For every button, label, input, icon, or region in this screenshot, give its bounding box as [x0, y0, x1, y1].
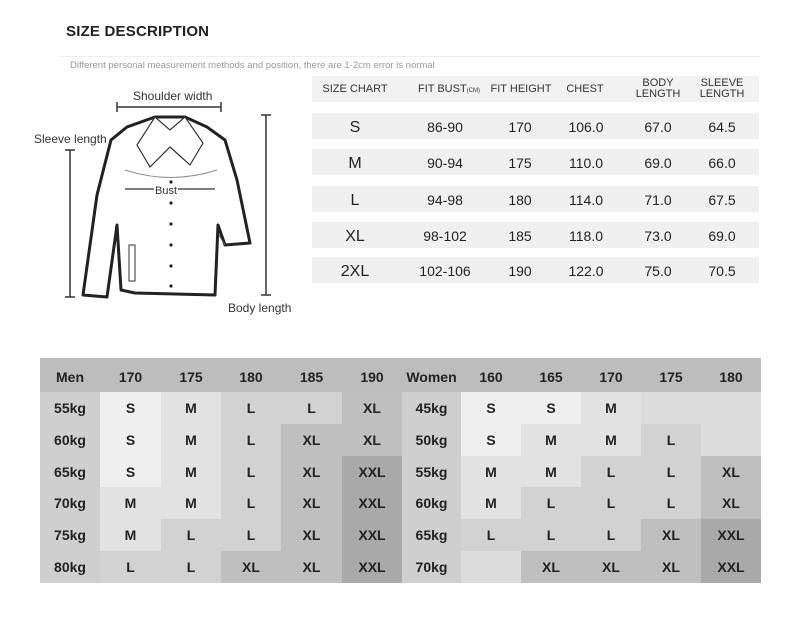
size-recommendation-cell: XL [302, 463, 321, 480]
header-body-length [630, 78, 686, 100]
size-recommendation-cell: M [605, 400, 617, 416]
size-cell-height: 190 [508, 263, 532, 279]
size-recommendation-cell: XXL [358, 463, 386, 480]
size-cell-height: 170 [508, 119, 532, 135]
size-recommendation-cell: L [666, 431, 676, 448]
size-chart-header [312, 76, 759, 102]
header-sleeve-length-2: LENGTH [699, 88, 745, 100]
size-recommendation-cell: L [126, 559, 135, 575]
size-recommendation-cell: L [246, 463, 256, 480]
size-recommendation-cell: XXL [717, 559, 745, 575]
size-recommendation-cell: XL [722, 463, 740, 480]
weight-label-cell: 60kg [415, 495, 448, 512]
size-recommendation-cell: M [545, 431, 557, 448]
size-recommendation-cell: XL [662, 559, 680, 575]
size-cell-body: 69.0 [644, 155, 672, 171]
jacket-illustration [25, 85, 315, 325]
size-cell-size: M [348, 155, 362, 172]
size-recommendation-cell: L [186, 559, 196, 575]
size-recommendation-cell: L [246, 495, 256, 512]
size-cell-sleeve: 70.5 [708, 263, 736, 279]
size-cell-bust: 94-98 [427, 192, 463, 208]
weight-table-header-cell: 185 [299, 369, 324, 385]
size-recommendation-cell: XL [302, 495, 321, 512]
size-cell-chest: 114.0 [569, 192, 603, 208]
size-cell-sleeve: 67.5 [708, 192, 736, 208]
size-recommendation-cell: S [546, 400, 556, 416]
header-chest: CHEST [566, 83, 604, 95]
size-recommendation-cell: M [485, 495, 497, 512]
size-recommendation-cell: L [246, 431, 256, 448]
size-row [312, 257, 759, 283]
size-cell-bust: 86-90 [427, 119, 463, 135]
size-recommendation-cell: XXL [358, 559, 386, 575]
size-recommendation-cell: L [486, 527, 496, 544]
size-row [312, 222, 759, 248]
weight-table-header-cell: 180 [719, 369, 743, 385]
weight-table-header-cell: 165 [539, 369, 563, 385]
weight-height-table [40, 358, 761, 583]
size-recommendation-cell: S [486, 431, 496, 448]
size-recommendation-cell: L [546, 495, 556, 512]
size-recommendation-cell: M [545, 463, 557, 480]
header-size-chart: SIZE CHART [322, 83, 388, 95]
weight-label-cell: 65kg [415, 527, 448, 544]
size-recommendation-cell: XL [662, 527, 680, 544]
size-recommendation-cell: L [606, 463, 616, 480]
size-recommendation-cell: L [546, 527, 556, 544]
size-cell-body: 75.0 [644, 263, 672, 279]
size-recommendation-cell: M [124, 527, 137, 544]
size-recommendation-cell: XL [242, 559, 260, 575]
size-recommendation-cell: L [246, 400, 256, 416]
sleeve-length-label: Sleeve length [34, 132, 107, 146]
weight-table-cell-bg [701, 392, 761, 424]
size-cell-body: 67.0 [644, 119, 672, 135]
weight-table-header-cell: 170 [118, 369, 143, 385]
size-cell-sleeve: 64.5 [708, 119, 736, 135]
size-cell-size: 2XL [340, 263, 370, 280]
header-body-length-1: BODY [642, 77, 674, 89]
size-recommendation-cell: S [486, 400, 496, 416]
size-cell-chest: 106.0 [568, 119, 604, 135]
size-recommendation-cell: S [125, 400, 136, 416]
page-subtitle: Different personal measurement methods and position, there are 1-2cm error is normal [70, 60, 435, 71]
size-cell-size: L [350, 192, 360, 209]
weight-label-cell: 80kg [54, 559, 86, 575]
size-recommendation-cell: XL [302, 527, 321, 544]
weight-label-cell: 60kg [54, 431, 86, 448]
size-recommendation-cell: XXL [358, 527, 386, 544]
body-length-label: Body length [228, 301, 292, 315]
header-body-length-2: LENGTH [635, 88, 681, 100]
size-recommendation-cell: L [606, 495, 616, 512]
size-cell-body: 73.0 [644, 228, 672, 244]
page-title: SIZE DESCRIPTION [66, 23, 210, 40]
size-recommendation-cell: XL [363, 431, 381, 448]
size-recommendation-cell: XL [722, 495, 740, 512]
weight-label-cell: 55kg [54, 400, 86, 416]
size-recommendation-cell: L [606, 527, 616, 544]
header-fit-bust-unit: (CM) [466, 88, 481, 94]
weight-table-header-cell: 170 [599, 369, 623, 385]
size-row [312, 113, 759, 139]
size-recommendation-cell: S [125, 431, 136, 448]
size-cell-height: 175 [508, 155, 532, 171]
bust-label: Bust [155, 185, 178, 197]
weight-table-header-cell: 180 [239, 369, 263, 385]
size-recommendation-cell: XL [302, 431, 321, 448]
size-cell-bust: 98-102 [423, 228, 467, 244]
weight-table-header-cell: 175 [179, 369, 203, 385]
jacket-diagram [25, 85, 315, 325]
weight-label-cell: 65kg [54, 463, 86, 480]
size-recommendation-cell: M [185, 431, 197, 448]
header-fit-bust-label: FIT BUST [417, 83, 467, 95]
size-cell-size: XL [345, 228, 365, 245]
shoulder-width-label: Shoulder width [133, 89, 213, 103]
size-recommendation-cell: L [666, 495, 676, 512]
size-recommendation-cell: L [307, 400, 316, 416]
size-recommendation-cell: XL [602, 559, 620, 575]
size-cell-size: S [349, 119, 361, 136]
divider [60, 56, 760, 57]
size-cell-height: 185 [508, 228, 532, 244]
size-cell-bust: 102-106 [419, 263, 471, 279]
weight-label-cell: 70kg [415, 559, 448, 575]
size-recommendation-cell: XXL [717, 527, 745, 544]
header-sleeve-length-1: SLEEVE [700, 77, 744, 89]
size-row [312, 186, 759, 212]
size-recommendation-cell: L [186, 527, 196, 544]
weight-label-cell: 55kg [415, 463, 448, 480]
weight-table-cell-bg [641, 392, 701, 424]
size-recommendation-cell: M [185, 495, 197, 512]
weight-label-cell: 50kg [415, 431, 448, 448]
size-recommendation-cell: L [246, 527, 256, 544]
size-cell-chest: 122.0 [568, 263, 604, 279]
weight-table-cell-bg [701, 424, 761, 456]
size-recommendation-cell: XL [363, 400, 381, 416]
header-fit-bust [414, 84, 484, 97]
size-recommendation-cell: M [185, 463, 197, 480]
weight-table-cell-bg [461, 551, 521, 583]
size-recommendation-cell: XL [302, 559, 321, 575]
size-row [312, 149, 759, 175]
weight-label-cell: 75kg [54, 527, 86, 544]
weight-table-header-cell: 160 [479, 369, 503, 385]
size-recommendation-cell: XXL [358, 495, 386, 512]
size-cell-chest: 118.0 [569, 228, 603, 244]
size-recommendation-cell: L [666, 463, 676, 480]
size-cell-chest: 110.0 [569, 155, 603, 171]
size-cell-sleeve: 69.0 [708, 228, 736, 244]
weight-table-header-cell: Women [406, 369, 457, 385]
weight-label-cell: 70kg [54, 495, 86, 512]
size-recommendation-cell: M [124, 495, 137, 512]
size-cell-height: 180 [508, 192, 532, 208]
size-cell-bust: 90-94 [427, 155, 463, 171]
weight-table-header-cell: 190 [360, 369, 384, 385]
size-cell-sleeve: 66.0 [708, 155, 736, 171]
weight-table-header-cell: Men [56, 369, 84, 385]
header-fit-height: FIT HEIGHT [490, 83, 552, 95]
header-sleeve-length [694, 78, 750, 100]
weight-table-header-cell: 175 [659, 369, 683, 385]
size-recommendation-cell: M [485, 463, 497, 480]
size-recommendation-cell: M [185, 400, 197, 416]
size-cell-body: 71.0 [644, 192, 672, 208]
size-recommendation-cell: M [605, 431, 617, 448]
weight-label-cell: 45kg [415, 400, 448, 416]
size-recommendation-cell: S [125, 463, 136, 480]
size-recommendation-cell: XL [542, 559, 560, 575]
